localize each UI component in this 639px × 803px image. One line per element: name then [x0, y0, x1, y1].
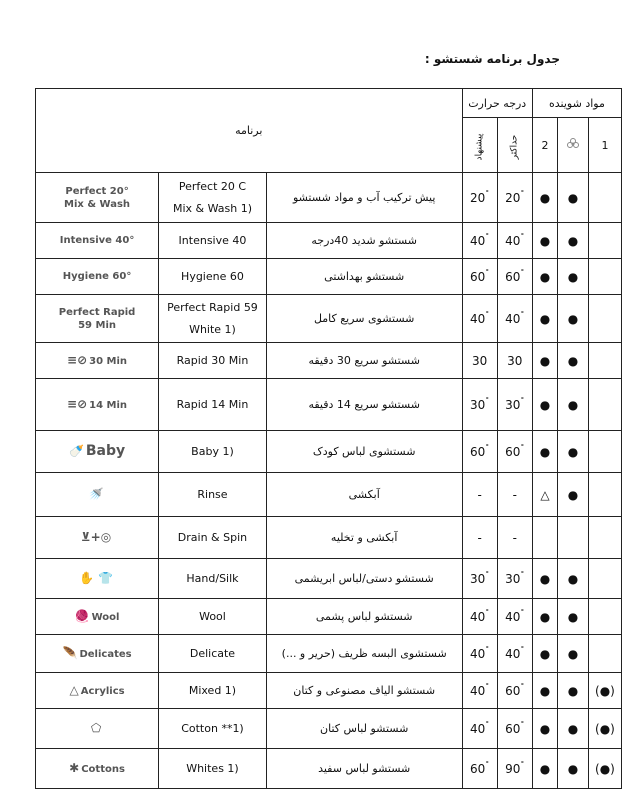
program-icon: ✱ — [69, 760, 80, 775]
program-icon: 🧶 — [74, 608, 90, 623]
table-row — [36, 343, 622, 379]
degree-mark: ˚ — [485, 311, 490, 320]
temp-recommended — [462, 599, 497, 635]
detergent-1-mark — [588, 517, 621, 559]
temp-value: 30 — [505, 398, 521, 412]
table-row — [36, 517, 622, 559]
detergent-1-mark — [588, 173, 621, 223]
degree-mark: ˚ — [520, 233, 525, 242]
degree-mark: ˚ — [520, 397, 525, 406]
temp-recommended-header: پیشنهاد — [462, 118, 497, 173]
table-row — [36, 473, 622, 517]
program-description: شستشو الیاف مصنوعی و کتان — [266, 673, 462, 709]
softener-mark: ● — [558, 379, 589, 431]
temp-value: 60 — [469, 762, 486, 776]
detergent-1-header: 1 — [588, 118, 621, 173]
temp-value: 40 — [469, 610, 486, 624]
temp-max — [497, 749, 532, 789]
detergent-2-header: 2 — [532, 118, 557, 173]
program-icon-text: 14 Min — [89, 399, 128, 411]
table-row — [36, 223, 622, 259]
detergent-1-mark: (●) — [588, 673, 621, 709]
temp-max — [497, 635, 532, 673]
temp-value: 40 — [469, 312, 486, 326]
table-row — [36, 709, 622, 749]
program-name: Hygiene 60 — [159, 259, 267, 295]
program-icon-label — [36, 673, 159, 709]
temp-value: 40 — [469, 684, 486, 698]
softener-mark: ● — [558, 431, 589, 473]
program-icon-label — [36, 709, 159, 749]
program-icon: △ — [69, 682, 79, 697]
program-name: Mixed 1) — [159, 673, 267, 709]
softener-mark: ● — [558, 749, 589, 789]
program-description: شستشوی سریع کامل — [266, 295, 462, 343]
temp-value: 60 — [469, 270, 486, 284]
program-icon-text: Intensive 40° — [59, 235, 135, 246]
program-icon-label — [36, 223, 159, 259]
temp-value: - — [512, 531, 517, 545]
program-icon-text: Acrylics — [80, 685, 125, 697]
program-icon-text: Hygiene 60° — [62, 271, 132, 282]
temp-value: 40 — [505, 610, 521, 624]
table-row — [36, 173, 622, 223]
program-name: Drain & Spin — [159, 517, 267, 559]
degree-mark: ˚ — [520, 683, 525, 692]
program-icon-text: Perfect 20° Mix & Wash — [64, 185, 131, 210]
program-description: آبکشی و تخلیه — [266, 517, 462, 559]
degree-mark: ˚ — [485, 397, 490, 406]
table-row — [36, 635, 622, 673]
program-icon: ⬠ — [90, 720, 102, 735]
detergent-2-mark: ● — [532, 343, 557, 379]
softener-mark: ● — [558, 709, 589, 749]
temp-max — [497, 343, 532, 379]
detergent-2-mark: ● — [532, 635, 557, 673]
degree-mark: ˚ — [485, 721, 490, 730]
softener-mark — [558, 517, 589, 559]
temp-value: 40 — [469, 722, 486, 736]
degree-mark: ˚ — [485, 269, 490, 278]
temp-max — [497, 559, 532, 599]
detergent-1-mark — [588, 223, 621, 259]
wash-program-table — [35, 88, 622, 789]
temp-max — [497, 673, 532, 709]
degree-mark: ˚ — [485, 233, 490, 242]
program-icon-label — [36, 259, 159, 295]
degree-mark: ˚ — [520, 269, 525, 278]
program-icon-label — [36, 473, 159, 517]
program-name: Delicate — [159, 635, 267, 673]
detergent-2-mark: ● — [532, 223, 557, 259]
program-description: شستشوی البسه ظریف (حریر و ...) — [266, 635, 462, 673]
program-name: Intensive 40 — [159, 223, 267, 259]
program-icon-label — [36, 635, 159, 673]
temp-max — [497, 709, 532, 749]
detergent-1-mark — [588, 599, 621, 635]
detergent-2-mark: ● — [532, 173, 557, 223]
table-row — [36, 431, 622, 473]
temp-max — [497, 599, 532, 635]
table-row — [36, 599, 622, 635]
temp-value: 90 — [505, 762, 521, 776]
softener-mark: ● — [558, 599, 589, 635]
program-name: Rinse — [159, 473, 267, 517]
temp-value: 60 — [469, 445, 486, 459]
temp-recommended — [462, 431, 497, 473]
temp-value: 30 — [471, 354, 488, 368]
degree-mark: ˚ — [485, 761, 490, 770]
temp-value: 40 — [469, 647, 486, 661]
detergent-header: مواد شوینده — [532, 89, 621, 118]
program-icon-text: Cottons — [81, 763, 125, 775]
temp-value: 40 — [505, 647, 521, 661]
program-icon-label — [36, 173, 159, 223]
degree-mark: ˚ — [485, 444, 490, 453]
softener-mark: ● — [558, 559, 589, 599]
detergent-1-mark — [588, 473, 621, 517]
program-icon: ≡⊘ — [67, 396, 88, 411]
detergent-1-mark — [588, 343, 621, 379]
table-row — [36, 295, 622, 343]
program-icon-text: 30 Min — [89, 355, 128, 367]
program-icon-text: Wool — [91, 611, 120, 623]
detergent-1-mark — [588, 431, 621, 473]
program-icon-text: Baby — [85, 442, 126, 459]
detergent-1-mark: (●) — [588, 709, 621, 749]
detergent-1-mark — [588, 379, 621, 431]
temp-max — [497, 259, 532, 295]
temp-max-header: حداکثر — [497, 118, 532, 173]
temp-value: 60 — [505, 445, 521, 459]
temp-value: 30 — [469, 398, 486, 412]
detergent-2-mark: ● — [532, 673, 557, 709]
detergent-1-mark: (●) — [588, 749, 621, 789]
degree-mark: ˚ — [520, 190, 525, 199]
program-name: Rapid 30 Min — [159, 343, 267, 379]
temp-recommended — [462, 259, 497, 295]
degree-mark: ˚ — [485, 609, 490, 618]
temp-value: 40 — [505, 234, 521, 248]
temp-max — [497, 517, 532, 559]
temp-max — [497, 431, 532, 473]
program-description: پیش ترکیب آب و مواد شستشو — [266, 173, 462, 223]
temp-value: 60 — [505, 684, 521, 698]
degree-mark: ˚ — [520, 571, 525, 580]
program-name: Baby 1) — [159, 431, 267, 473]
program-icon: ⊻+◎ — [80, 529, 112, 544]
program-icon-text: Perfect Rapid 59 Min — [58, 306, 136, 331]
table-row — [36, 259, 622, 295]
temp-value: 30 — [469, 572, 486, 586]
temp-value: 60 — [505, 270, 521, 284]
detergent-2-mark: ● — [532, 379, 557, 431]
program-icon-label — [36, 379, 159, 431]
table-row — [36, 379, 622, 431]
program-name: Cotton **1) — [159, 709, 267, 749]
temp-value: 20 — [505, 191, 521, 205]
temp-recommended — [462, 343, 497, 379]
program-icon: 🚿 — [88, 486, 104, 501]
softener-mark: ● — [558, 473, 589, 517]
program-description: آبکشی — [266, 473, 462, 517]
detergent-1-mark — [588, 635, 621, 673]
table-row — [36, 673, 622, 709]
program-icon-label — [36, 517, 159, 559]
table-row — [36, 749, 622, 789]
detergent-2-mark: ● — [532, 295, 557, 343]
program-name: Hand/Silk — [159, 559, 267, 599]
program-description: شستشو لباس سفید — [266, 749, 462, 789]
program-icon: 🪶 — [62, 645, 78, 660]
temp-recommended — [462, 295, 497, 343]
degree-mark: ˚ — [485, 683, 490, 692]
temp-value: - — [477, 488, 482, 502]
temp-recommended — [462, 379, 497, 431]
temp-recommended — [462, 173, 497, 223]
degree-mark: ˚ — [520, 721, 525, 730]
program-description: شستشو سریع 30 دقیقه — [266, 343, 462, 379]
program-name: Wool — [159, 599, 267, 635]
degree-mark: ˚ — [520, 761, 525, 770]
program-icon: ≡⊘ — [67, 352, 88, 367]
page-title: جدول برنامه شستشو : — [424, 52, 560, 66]
temp-value: - — [512, 488, 517, 502]
degree-mark: ˚ — [485, 646, 490, 655]
program-name: Perfect Rapid 59 White 1) — [159, 295, 267, 343]
program-description: شستشو سریع 14 دقیقه — [266, 379, 462, 431]
program-description: شستشو لباس کتان — [266, 709, 462, 749]
degree-mark: ˚ — [520, 609, 525, 618]
program-icon-label — [36, 559, 159, 599]
program-name: Perfect 20 C Mix & Wash 1) — [159, 173, 267, 223]
softener-mark: ● — [558, 673, 589, 709]
temp-value: 30 — [507, 354, 523, 368]
program-icon-label — [36, 599, 159, 635]
detergent-2-mark: ● — [532, 709, 557, 749]
temp-value: - — [477, 531, 482, 545]
flower-icon — [558, 118, 589, 173]
detergent-1-mark — [588, 559, 621, 599]
softener-mark: ● — [558, 223, 589, 259]
program-header: برنامه — [36, 89, 463, 173]
temp-recommended — [462, 749, 497, 789]
degree-mark: ˚ — [520, 311, 525, 320]
program-description: شستشو دستی/لباس ابریشمی — [266, 559, 462, 599]
temp-value: 60 — [505, 722, 521, 736]
temp-recommended — [462, 473, 497, 517]
degree-mark: ˚ — [485, 571, 490, 580]
program-icon-label — [36, 749, 159, 789]
program-name: Whites 1) — [159, 749, 267, 789]
program-icon-label — [36, 431, 159, 473]
softener-mark: ● — [558, 173, 589, 223]
temp-recommended — [462, 709, 497, 749]
program-icon-label — [36, 295, 159, 343]
detergent-1-mark — [588, 259, 621, 295]
temp-value: 30 — [505, 572, 521, 586]
program-icon: ✋ 👕 — [79, 570, 114, 585]
detergent-2-mark: ● — [532, 749, 557, 789]
detergent-2-mark — [532, 517, 557, 559]
program-icon-text: Delicates — [79, 648, 132, 660]
temp-recommended — [462, 223, 497, 259]
program-name: Rapid 14 Min — [159, 379, 267, 431]
detergent-2-mark: △ — [532, 473, 557, 517]
softener-mark: ● — [558, 343, 589, 379]
degree-mark: ˚ — [520, 444, 525, 453]
temp-value: 40 — [505, 312, 521, 326]
program-description: شستشو شدید 40درجه — [266, 223, 462, 259]
temp-recommended — [462, 673, 497, 709]
program-description: شستشو بهداشتی — [266, 259, 462, 295]
temp-recommended — [462, 559, 497, 599]
detergent-2-mark: ● — [532, 431, 557, 473]
temp-max — [497, 295, 532, 343]
table-row — [36, 559, 622, 599]
temperature-header: درجه حرارت — [462, 89, 532, 118]
temp-max — [497, 223, 532, 259]
temp-value: 40 — [469, 234, 486, 248]
temp-recommended — [462, 517, 497, 559]
program-icon-label — [36, 343, 159, 379]
detergent-2-mark: ● — [532, 559, 557, 599]
temp-recommended — [462, 635, 497, 673]
program-description: شستشوی لباس کودک — [266, 431, 462, 473]
detergent-2-mark: ● — [532, 599, 557, 635]
detergent-2-mark: ● — [532, 259, 557, 295]
degree-mark: ˚ — [520, 646, 525, 655]
softener-mark: ● — [558, 259, 589, 295]
program-description: شستشو لباس پشمی — [266, 599, 462, 635]
temp-max — [497, 173, 532, 223]
softener-mark: ● — [558, 635, 589, 673]
temp-max — [497, 379, 532, 431]
degree-mark: ˚ — [485, 190, 490, 199]
softener-mark: ● — [558, 295, 589, 343]
temp-max — [497, 473, 532, 517]
temp-value: 20 — [469, 191, 486, 205]
detergent-1-mark — [588, 295, 621, 343]
program-icon: 🍼 — [68, 443, 84, 458]
